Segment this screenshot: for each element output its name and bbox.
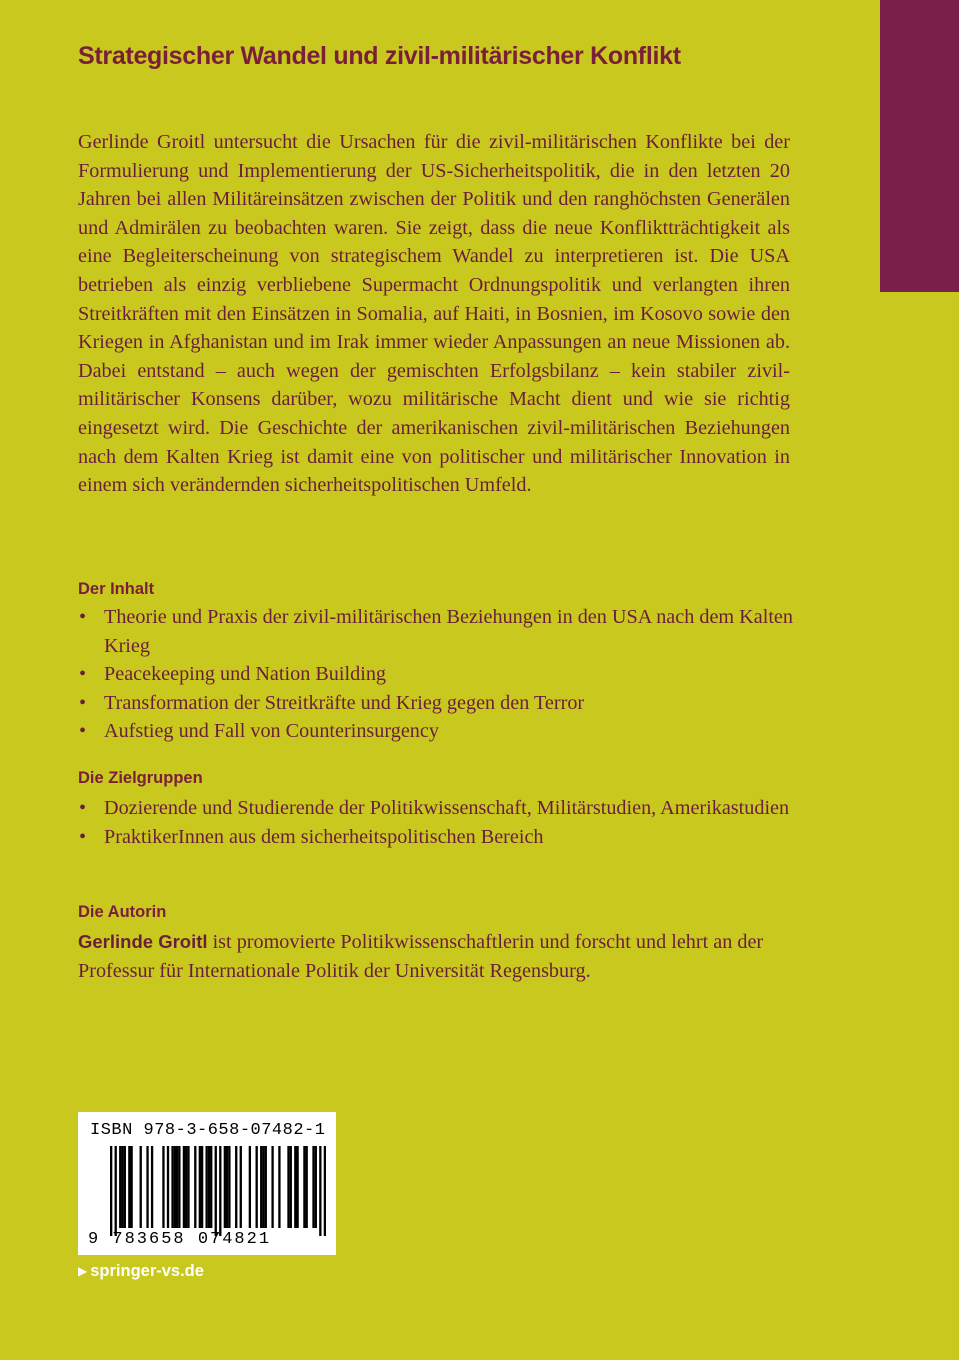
barcode-bar bbox=[215, 1146, 217, 1236]
contents-list bbox=[78, 603, 798, 746]
barcode-bar bbox=[296, 1146, 298, 1228]
barcode-bar bbox=[201, 1146, 203, 1228]
barcode-bar bbox=[146, 1146, 148, 1228]
accent-tab bbox=[880, 0, 959, 292]
isbn-barcode-box bbox=[78, 1112, 336, 1255]
barcode-bar bbox=[174, 1146, 176, 1228]
barcode-bar bbox=[271, 1146, 273, 1228]
bullet-icon: • bbox=[79, 720, 87, 743]
bullet-icon: • bbox=[79, 825, 87, 848]
barcode-bar bbox=[171, 1146, 173, 1228]
bullet-icon: • bbox=[79, 797, 87, 819]
barcode-bar bbox=[183, 1146, 185, 1228]
barcode-bar bbox=[128, 1146, 130, 1228]
barcode-bar bbox=[262, 1146, 264, 1228]
bullet-icon: • bbox=[79, 606, 87, 628]
list-item: • Aufstieg und Fall von Counterinsurgency bbox=[78, 717, 798, 746]
list-item: • Theorie und Praxis der zivil-militärischen Beziehungen in den USA nach dem Kalten Krieg bbox=[78, 603, 798, 660]
list-item: • Dozierende und Studierende der Politikwissenschaft, Militärstudien, Amerikastudien bbox=[78, 794, 798, 823]
barcode-bar bbox=[324, 1146, 326, 1236]
author-name: Gerlinde Groitl bbox=[78, 931, 208, 952]
publisher-link[interactable]: ▶ springer-vs.de bbox=[78, 1262, 204, 1280]
author-bio: Gerlinde Groitl ist promovierte Politikwissenschaftlerin und forscht und lehrt an der Professur für Internationale Politik der Universität Regensburg. bbox=[78, 931, 764, 982]
list-item: • PraktikerInnen aus dem sicherheitspolitischen Bereich bbox=[78, 823, 798, 852]
barcode-icon bbox=[110, 1146, 326, 1236]
isbn-label: ISBN 978-3-658-07482-1 bbox=[90, 1121, 326, 1140]
contents-heading: Der Inhalt bbox=[78, 580, 155, 598]
barcode-bar bbox=[205, 1146, 207, 1228]
audience-heading: Die Zielgruppen bbox=[78, 769, 203, 787]
barcode-bar bbox=[124, 1146, 126, 1228]
barcode-bar bbox=[119, 1146, 121, 1228]
barcode-bar bbox=[121, 1146, 123, 1228]
barcode-bar bbox=[210, 1146, 212, 1228]
barcode-bar bbox=[151, 1146, 153, 1228]
barcode-bar bbox=[260, 1146, 262, 1228]
bullet-icon: • bbox=[79, 663, 87, 686]
author-heading: Die Autorin bbox=[78, 903, 167, 921]
barcode-bar bbox=[303, 1146, 305, 1228]
barcode-bar bbox=[235, 1146, 237, 1228]
barcode-bar bbox=[178, 1146, 180, 1228]
barcode-bar bbox=[219, 1146, 221, 1236]
barcode-bar bbox=[249, 1146, 251, 1228]
barcode-bar bbox=[240, 1146, 242, 1228]
barcode-bar bbox=[278, 1146, 280, 1228]
barcode-bar bbox=[167, 1146, 169, 1228]
barcode-bar bbox=[294, 1146, 296, 1228]
barcode-bar bbox=[176, 1146, 178, 1228]
barcode-bar bbox=[306, 1146, 308, 1228]
barcode-bar bbox=[319, 1146, 321, 1236]
barcode-bar bbox=[187, 1146, 189, 1228]
barcode-bar bbox=[199, 1146, 201, 1228]
description-paragraph: Gerlinde Groitl untersucht die Ursachen für die zivil-militärischen Konflikte bei der Formulierung und Implementierung der US-Sicherheitspolitik, die in den letzten 20 Jahren bei allen Militäreinsätzen zwischen der Politik und den ranghöchsten Generälen und Admirälen zu beobachten waren. Sie zeigt, dass die neue Konfliktträchtigkeit als eine Begleiterscheinung von strategischem Wandel zu interpretieren ist. Die USA betrieben als einzig verbliebene Supermacht Ordnungspolitik und verlangten ihren Streitkräften mit den Einsätzen in Somalia, auf Haiti, in Bosnien, im Kosovo sowie den Kriegen in Afghanistan und im Irak immer wieder Anpassungen an neue Missionen ab. Dabei entstand – auch wegen der gemischten Erfolgsbilanz – kein stabiler zivil-militärischer Konsens darüber, wozu militärische Macht dient und wie sie richtig eingesetzt wird. Die Geschichte der amerikanischen zivil-militärischen Beziehungen nach dem Kalten Krieg ist damit eine von politischer und militärischer Innovation in einem sich verändernden sicherheitspolitischen Umfeld. bbox=[78, 131, 790, 497]
barcode-bar bbox=[224, 1146, 226, 1228]
list-item: • Transformation der Streitkräfte und Krieg gegen den Terror bbox=[78, 689, 798, 718]
barcode-bar bbox=[226, 1146, 228, 1228]
barcode-bar bbox=[265, 1146, 267, 1228]
back-cover-title: Strategischer Wandel und zivil-militärischer Konflikt bbox=[78, 42, 681, 70]
barcode-bar bbox=[130, 1146, 132, 1228]
list-item: • Peacekeeping und Nation Building bbox=[78, 660, 798, 689]
barcode-bar bbox=[194, 1146, 196, 1228]
barcode-bar bbox=[185, 1146, 187, 1228]
barcode-bar bbox=[290, 1146, 292, 1228]
barcode-bar bbox=[312, 1146, 314, 1228]
barcode-bar bbox=[256, 1146, 258, 1228]
audience-list bbox=[78, 794, 798, 851]
barcode-bar bbox=[162, 1146, 164, 1228]
arrow-right-icon: ▶ bbox=[78, 1264, 88, 1278]
barcode-bar bbox=[315, 1146, 317, 1228]
barcode-digits: 9 783658 074821 bbox=[88, 1230, 272, 1249]
barcode-bar bbox=[110, 1146, 112, 1236]
barcode-bar bbox=[140, 1146, 142, 1228]
bullet-icon: • bbox=[79, 691, 87, 714]
barcode-bar bbox=[115, 1146, 117, 1236]
barcode-bar bbox=[208, 1146, 210, 1228]
barcode-bar bbox=[287, 1146, 289, 1228]
barcode-bar bbox=[228, 1146, 230, 1228]
